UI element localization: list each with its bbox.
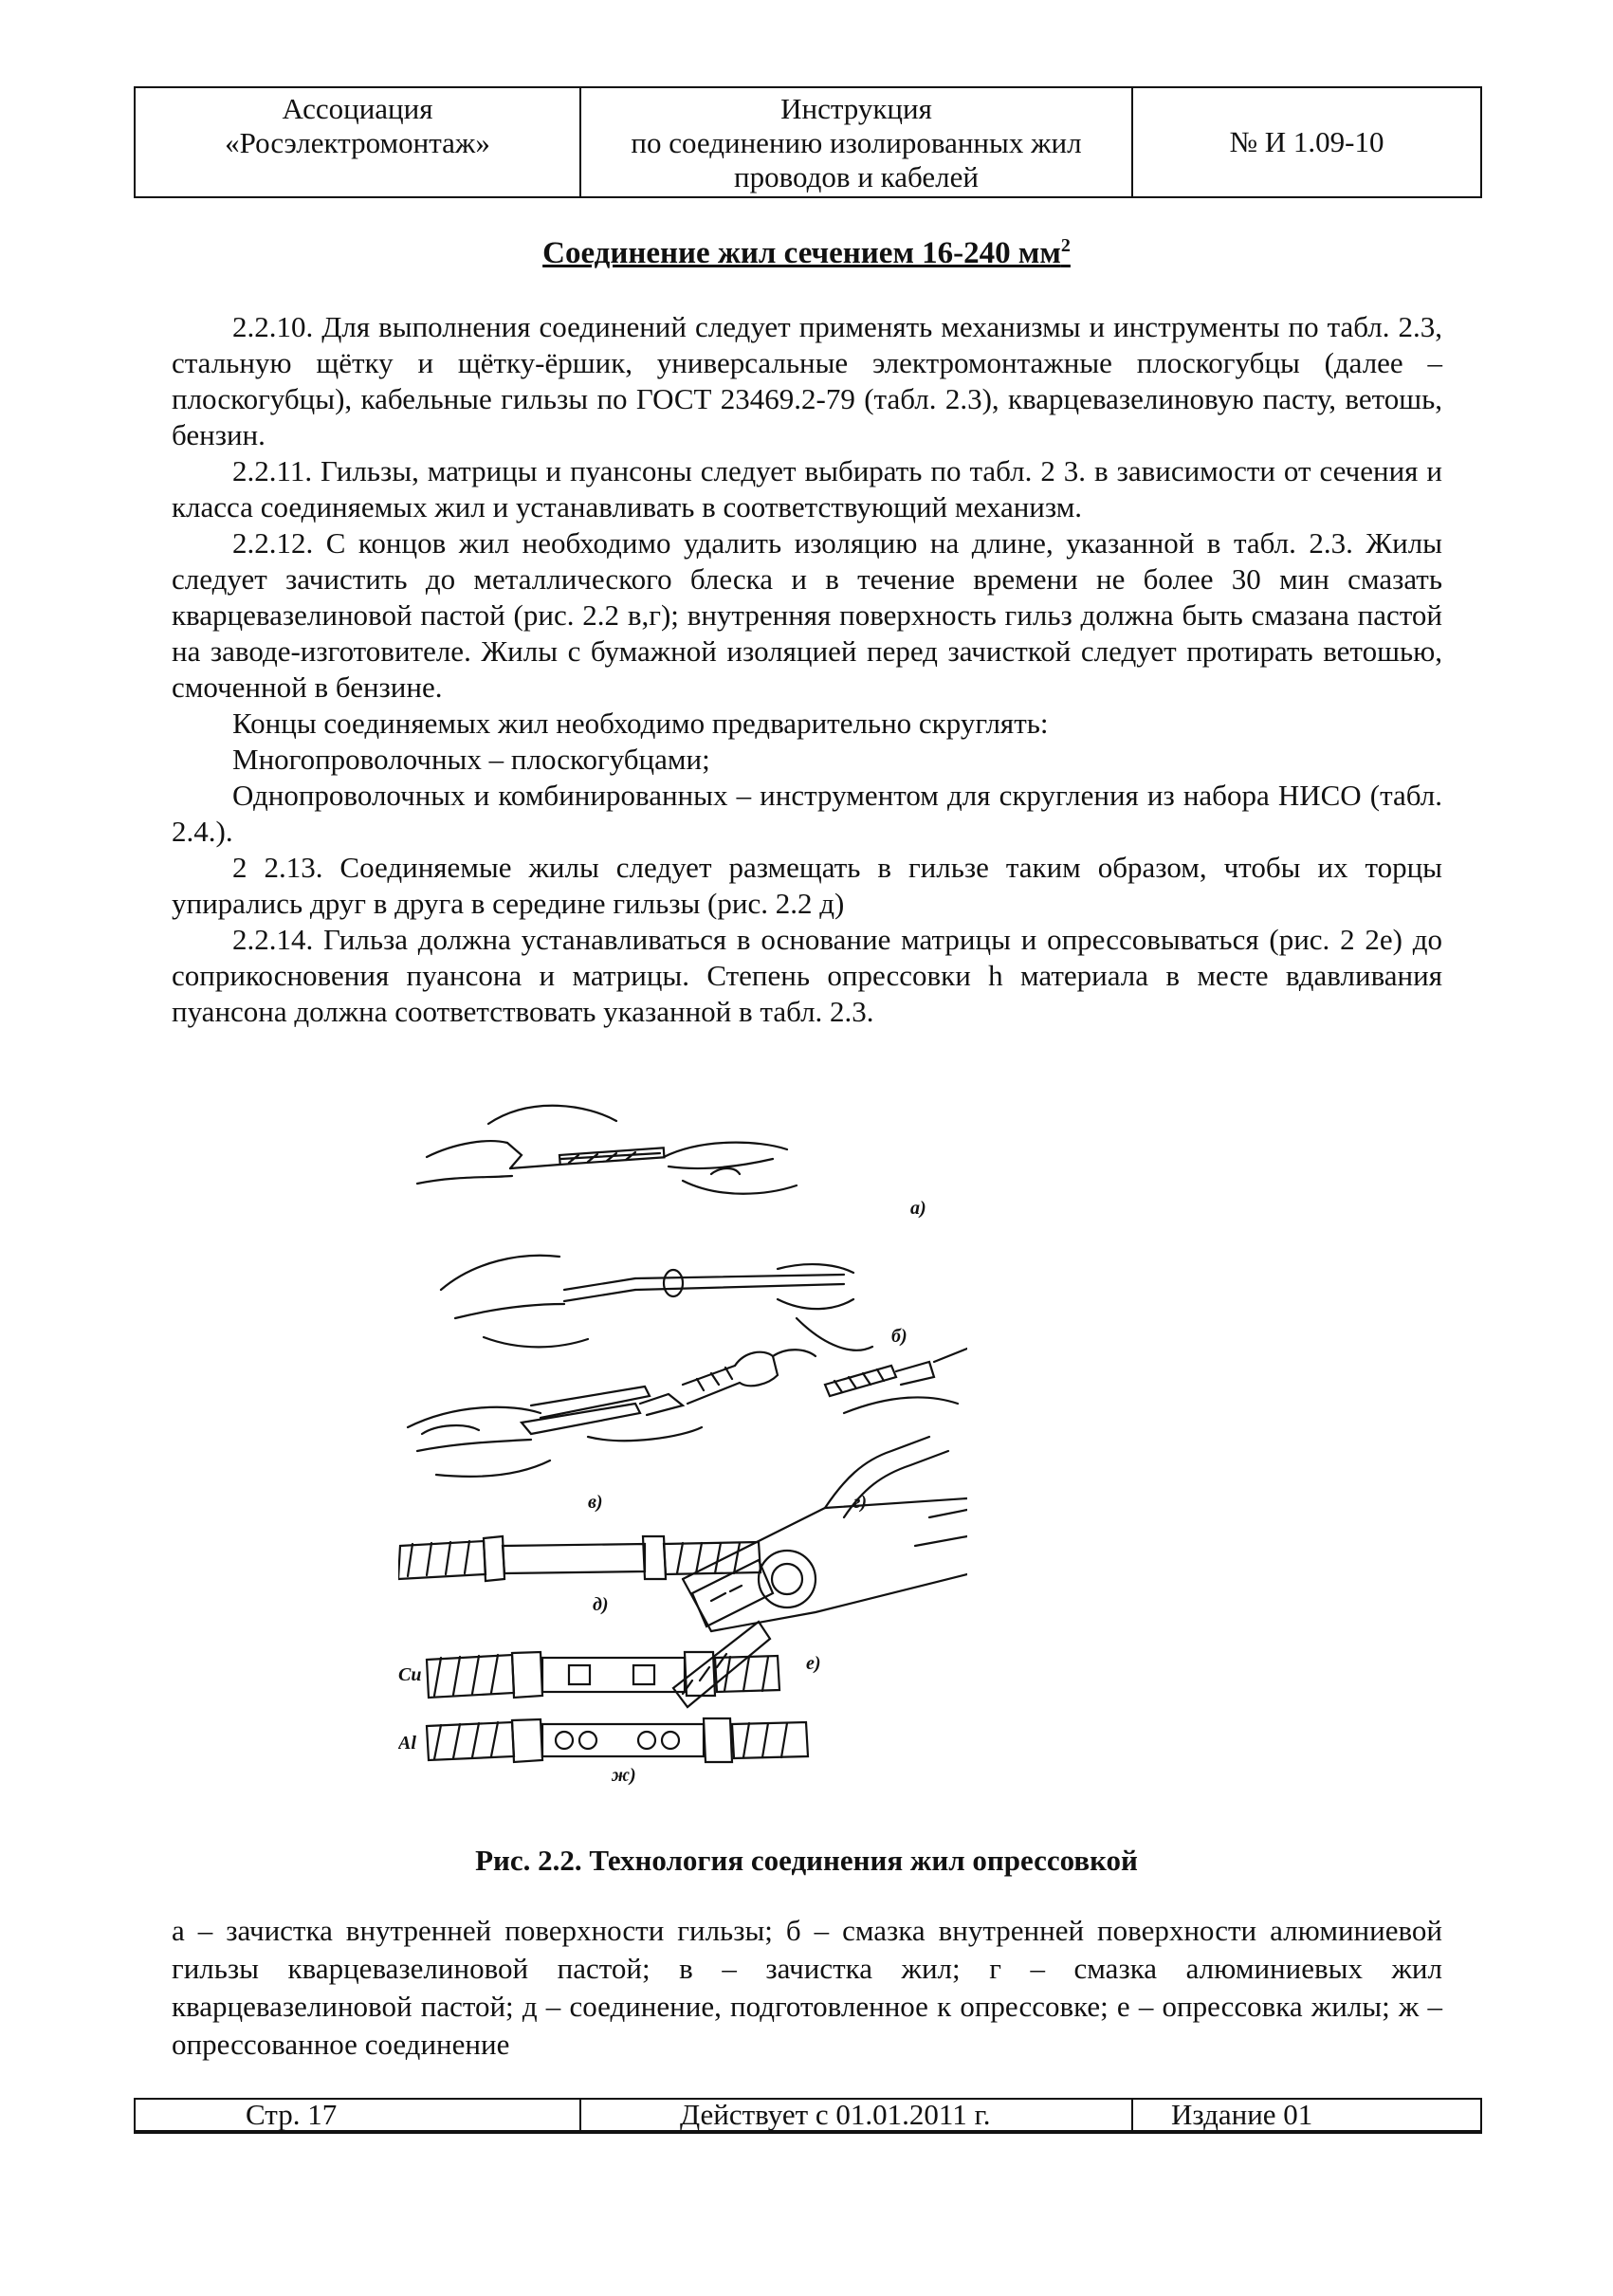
section-title-text: Соединение жил сечением 16-240 мм: [542, 236, 1061, 270]
paragraph-singlewire: Однопроволочных и комбинированных – инструментом для скругления из набора НИСО (табл. 2.4.).: [172, 779, 1442, 848]
illustration-a: [417, 1106, 797, 1194]
illustration-d: [398, 1536, 761, 1581]
illustration-v: [408, 1350, 816, 1477]
figure-label-e: е): [806, 1653, 821, 1674]
footer-valid-from: Действует с 01.01.2011 г.: [581, 2100, 1133, 2130]
figure-legend: а – зачистка внутренней поверхности гильзы; б – смазка внутренней поверхности алюминиевой гильзы кварцевазелиновой пастой; в – зачистка жил; г – смазка алюминиевых жил кварцевазелиновой пастой; д – соединение, подготовленное к опрессовке; е – опрессовка жилы; ж – опрессованное соединение: [172, 1914, 1442, 2061]
paragraph-rounding: Концы соединяемых жил необходимо предварительно скруглять:: [232, 707, 1049, 740]
org-line-2: «Росэлектромонтаж»: [225, 126, 490, 159]
figure-label-g: г): [853, 1492, 868, 1513]
figure-label-d: д): [593, 1594, 609, 1615]
doc-line-1: Инструкция: [780, 92, 932, 125]
header-organization: [136, 88, 581, 196]
doc-line-2: по соединению изолированных жил: [631, 126, 1082, 159]
figure-label-v: в): [588, 1492, 603, 1513]
paragraph-2-2-14: 2.2.14. Гильза должна устанавливаться в основание матрицы и опрессовываться (рис. 2 2е) до соприкосновения пуансона и матрицы. Степень опрессовки h материала в месте вдавливания пуансона должна соответствовать указанной в табл. 2.3.: [172, 923, 1442, 1028]
figure-label-zh: ж): [612, 1765, 636, 1786]
header-document-title: [581, 88, 1133, 196]
figure-label-b: б): [891, 1326, 907, 1347]
section-title-sup: 2: [1060, 235, 1071, 256]
section-title: [0, 235, 1613, 271]
header-table: [134, 86, 1482, 198]
footer-table: [134, 2098, 1482, 2134]
paragraph-multiwire: Многопроволочных – плоскогубцами;: [232, 743, 710, 776]
illustration-b: [441, 1256, 872, 1350]
doc-line-3: проводов и кабелей: [734, 160, 979, 193]
figure-crimping-technology: [398, 1100, 967, 1830]
paragraph-2-2-13: 2 2.13. Соединяемые жилы следует размещать в гильзе таким образом, чтобы их торцы упирались друг в друга в середине гильзы (рис. 2.2 д): [172, 851, 1442, 920]
org-line-1: Ассоциация: [282, 92, 433, 125]
paragraph-2-2-12: 2.2.12. С концов жил необходимо удалить изоляцию на длине, указанной в табл. 2.3. Жилы следует зачистить до металлического блеска и в течение времени не более 30 мин смазать кварцевазелиновой пастой (рис. 2.2 в,г); внутренняя поверхность гильз должна быть смазана пастой на заводе-изготовителе. Жилы с бумажной изоляцией перед зачисткой следует протирать ветошью, смоченной в бензине.: [172, 526, 1442, 704]
figure-label-cu: Cu: [398, 1664, 422, 1685]
footer-edition: Издание 01: [1171, 2098, 1313, 2131]
footer-page: Стр. 17: [136, 2100, 581, 2130]
paragraph-2-2-11: 2.2.11. Гильзы, матрицы и пуансоны следует выбирать по табл. 2 3. в зависимости от сечения и класса соединяемых жил и устанавливать в соответствующий механизм.: [172, 454, 1442, 523]
doc-number: № И 1.09-10: [1229, 125, 1384, 158]
illustration-g: [825, 1349, 967, 1413]
illustration-al: [427, 1718, 808, 1762]
figure-caption: Рис. 2.2. Технология соединения жил опрессовкой: [475, 1844, 1138, 1877]
paragraph-2-2-10: 2.2.10. Для выполнения соединений следует применять механизмы и инструменты по табл. 2.3, стальную щётку и щётку-ёршик, универсальные электромонтажные плоскогубцы (далее – плоскогубцы), кабельные гильзы по ГОСТ 23469.2-79 (табл. 2.3), кварцевазелиновую пасту, ветошь, бензин.: [172, 310, 1442, 451]
header-document-number: [1133, 88, 1480, 196]
body-text: [172, 309, 1442, 1030]
figure-label-a: а): [910, 1198, 926, 1219]
figure-label-al: Al: [398, 1733, 416, 1754]
